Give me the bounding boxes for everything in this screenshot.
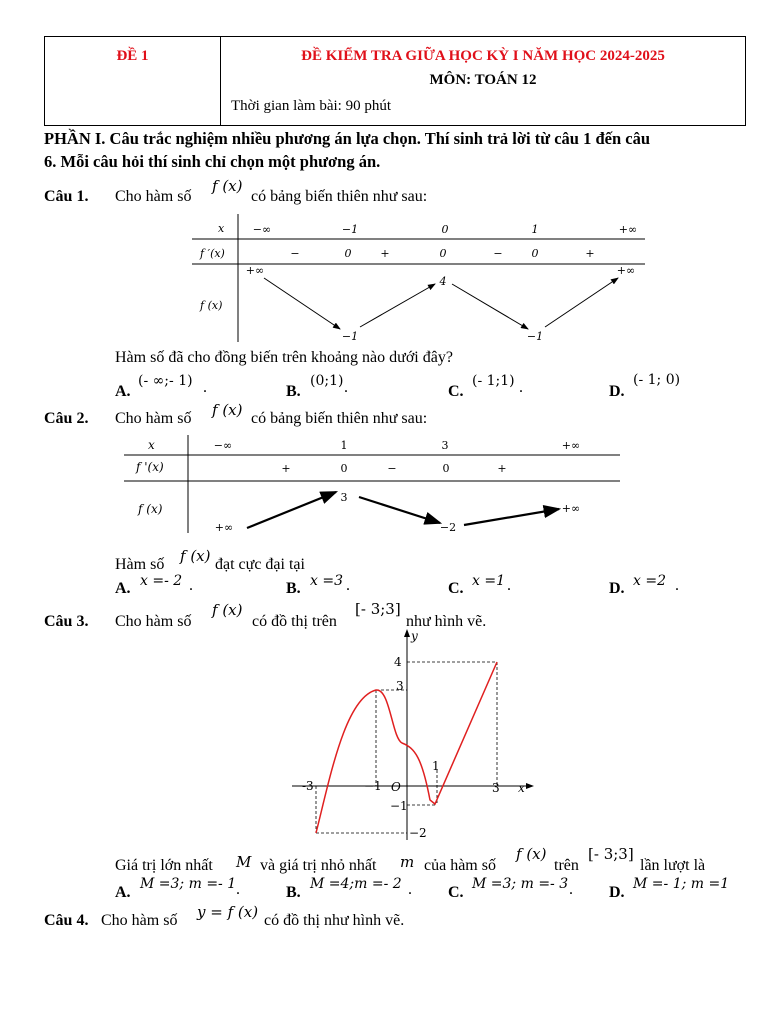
q3-text-c: như hình vẽ. bbox=[406, 613, 487, 630]
q3-opt-c-dot: . bbox=[569, 881, 573, 898]
q2-opt-c-value: x =1 bbox=[472, 573, 505, 589]
exam-time: Thời gian làm bài: 90 phút bbox=[231, 98, 391, 114]
q3-opt-b-letter: B. bbox=[286, 884, 301, 901]
q1-opt-b-value: (0;1) bbox=[310, 373, 344, 389]
q3-q-d: trên bbox=[554, 857, 579, 874]
q1-opt-a-dot: . bbox=[203, 379, 207, 396]
q1-x-0: −∞ bbox=[252, 223, 272, 236]
q2-sign-2: − bbox=[387, 462, 397, 475]
q1-opt-d-value: (- 1; 0) bbox=[633, 372, 681, 388]
q3-opt-b-value: M =4;m =- 2 bbox=[310, 876, 402, 892]
q3-x-tick-3: 3 bbox=[492, 781, 500, 795]
q1-sign-2: + bbox=[380, 247, 390, 260]
q3-text-a: Cho hàm số bbox=[115, 613, 192, 630]
q3-q-e: lần lượt là bbox=[640, 857, 706, 874]
q1-opt-c-letter: C. bbox=[448, 383, 464, 400]
q2-sign-1: 0 bbox=[340, 462, 348, 475]
q2-f-0: +∞ bbox=[214, 521, 234, 534]
q3-q-c: của hàm số bbox=[424, 857, 496, 874]
q2-fx: f (x) bbox=[212, 401, 243, 419]
q3-opt-b-dot: . bbox=[408, 881, 412, 898]
q1-opt-a-value: (- ∞;- 1) bbox=[138, 373, 193, 389]
q3-opt-d-letter: D. bbox=[609, 884, 625, 901]
q1-x-2: 0 bbox=[441, 223, 449, 236]
q3-x-axis-label: x bbox=[518, 781, 525, 795]
q3-q-b: và giá trị nhỏ nhất bbox=[260, 857, 377, 874]
q1-arrow-4 bbox=[545, 278, 618, 327]
q1-arrow-2 bbox=[360, 284, 435, 327]
q3-origin-label: O bbox=[391, 780, 401, 794]
q2-question-b: đạt cực đại tại bbox=[215, 556, 305, 573]
exam-subject: MÔN: TOÁN 12 bbox=[429, 72, 537, 88]
q2-arrow-2 bbox=[359, 497, 440, 523]
q1-sign-3: 0 bbox=[439, 247, 447, 260]
q3-opt-c-letter: C. bbox=[448, 884, 464, 901]
q1-x-1: −1 bbox=[341, 223, 359, 236]
q1-f-2: 4 bbox=[439, 275, 447, 288]
q3-opt-d-value: M =- 1; m =1 bbox=[633, 876, 730, 892]
q2-x-3: +∞ bbox=[561, 439, 581, 452]
q2-fp-label: f '(x) bbox=[136, 460, 164, 474]
q2-x-2: 3 bbox=[441, 439, 449, 452]
q2-question-a: Hàm số bbox=[115, 556, 165, 573]
q1-sign-6: + bbox=[585, 247, 595, 260]
q2-x-label: x bbox=[148, 438, 155, 452]
part1-line2: 6. Mỗi câu hỏi thí sinh chỉ chọn một phương án. bbox=[44, 152, 381, 171]
q1-fx: f (x) bbox=[212, 177, 243, 195]
q2-f-2: −2 bbox=[439, 521, 457, 534]
q1-question: Hàm số đã cho đồng biến trên khoảng nào dưới đây? bbox=[115, 349, 453, 366]
q2-opt-d-value: x =2 bbox=[633, 573, 666, 589]
q2-label: Câu 2. bbox=[44, 410, 89, 427]
q1-sign-4: − bbox=[493, 247, 503, 260]
q2-opt-a-value: x =- 2 bbox=[140, 573, 183, 589]
q2-sign-3: 0 bbox=[442, 462, 450, 475]
q1-label: Câu 1. bbox=[44, 188, 89, 205]
q3-y-tick-m2: −2 bbox=[409, 826, 427, 840]
q3-graph bbox=[290, 628, 540, 846]
q2-question-fx: f (x) bbox=[180, 547, 211, 565]
q2-f-3: +∞ bbox=[561, 502, 581, 515]
q1-arrow-1 bbox=[264, 278, 340, 329]
q3-M: M bbox=[236, 853, 252, 871]
q3-interval: [- 3;3] bbox=[355, 600, 401, 618]
q1-x-label: x bbox=[218, 222, 225, 235]
q2-sign-0: + bbox=[281, 462, 291, 475]
q3-y-tick-m1: −1 bbox=[390, 799, 408, 813]
q2-variation-table bbox=[122, 433, 622, 538]
q2-opt-b-value: x =3 bbox=[310, 573, 343, 589]
q1-f-1: −1 bbox=[341, 330, 359, 343]
q2-text-b: có bảng biến thiên như sau: bbox=[251, 410, 428, 427]
q1-sign-5: 0 bbox=[531, 247, 539, 260]
q3-opt-a-value: M =3; m =- 1 bbox=[140, 876, 237, 892]
q3-q-fx: f (x) bbox=[516, 845, 547, 863]
q1-opt-c-value: (- 1;1) bbox=[472, 373, 515, 389]
q1-text-b: có bảng biến thiên như sau: bbox=[251, 188, 428, 205]
q3-fx: f (x) bbox=[212, 601, 243, 619]
q3-x-tick-1: 1 bbox=[432, 759, 440, 773]
q1-f-3: −1 bbox=[526, 330, 544, 343]
q1-opt-c-dot: . bbox=[519, 379, 523, 396]
q2-opt-a-dot: . bbox=[189, 577, 193, 594]
q1-opt-a-letter: A. bbox=[115, 383, 131, 400]
q3-opt-c-value: M =3; m =- 3 bbox=[472, 876, 569, 892]
q3-label: Câu 3. bbox=[44, 613, 89, 630]
q3-opt-a-letter: A. bbox=[115, 884, 131, 901]
q2-opt-b-letter: B. bbox=[286, 580, 301, 597]
q3-text-b: có đồ thị trên bbox=[252, 613, 337, 630]
q2-opt-d-dot: . bbox=[675, 577, 679, 594]
q2-f-1: 3 bbox=[340, 491, 348, 504]
q1-opt-b-letter: B. bbox=[286, 383, 301, 400]
q1-text-a: Cho hàm số bbox=[115, 188, 192, 205]
q1-f-0: +∞ bbox=[245, 264, 265, 277]
part1-line1: PHẦN I. Câu trắc nghiệm nhiều phương án lựa chọn. Thí sinh trả lời từ câu 1 đến câu bbox=[44, 129, 651, 148]
q4-text-b: có đồ thị như hình vẽ. bbox=[264, 912, 405, 929]
q2-opt-d-letter: D. bbox=[609, 580, 625, 597]
q3-m: m bbox=[400, 853, 415, 871]
q1-opt-d-letter: D. bbox=[609, 383, 625, 400]
q4-func: y = f (x) bbox=[197, 903, 259, 921]
q3-x-tick-m1: −1 bbox=[364, 779, 382, 793]
header-table bbox=[44, 36, 746, 126]
q3-q-interval: [- 3;3] bbox=[588, 845, 634, 863]
q1-variation-table bbox=[190, 212, 650, 347]
q2-arrow-1 bbox=[247, 492, 336, 528]
q2-opt-b-dot: . bbox=[346, 577, 350, 594]
q3-opt-a-dot: . bbox=[236, 881, 240, 898]
q2-f-label: f (x) bbox=[138, 502, 163, 516]
q2-sign-4: + bbox=[497, 462, 507, 475]
q3-y-axis-label: y bbox=[411, 629, 418, 643]
q3-q-a: Giá trị lớn nhất bbox=[115, 857, 213, 874]
q2-opt-a-letter: A. bbox=[115, 580, 131, 597]
q1-arrow-3 bbox=[452, 284, 528, 329]
exam-code: ĐỀ 1 bbox=[116, 48, 149, 64]
q1-x-3: 1 bbox=[531, 223, 539, 236]
q1-opt-b-dot: . bbox=[344, 379, 348, 396]
q2-x-1: 1 bbox=[340, 439, 348, 452]
q2-x-0: −∞ bbox=[213, 439, 233, 452]
q1-f-label: f (x) bbox=[200, 299, 223, 312]
q3-y-tick-3: 3 bbox=[396, 679, 404, 693]
q3-y-tick-4: 4 bbox=[394, 655, 402, 669]
q3-x-tick-m3: -3 bbox=[302, 779, 314, 793]
exam-title: ĐỀ KIỂM TRA GIỮA HỌC KỲ I NĂM HỌC 2024-2025 bbox=[301, 48, 665, 64]
q4-text-a: Cho hàm số bbox=[101, 912, 178, 929]
q1-x-4: +∞ bbox=[618, 223, 638, 236]
q1-sign-1: 0 bbox=[344, 247, 352, 260]
q2-text-a: Cho hàm số bbox=[115, 410, 192, 427]
q4-label: Câu 4. bbox=[44, 912, 89, 929]
q1-sign-0: − bbox=[290, 247, 300, 260]
q2-opt-c-letter: C. bbox=[448, 580, 464, 597]
q2-opt-c-dot: . bbox=[507, 577, 511, 594]
q1-f-4: +∞ bbox=[616, 264, 636, 277]
q1-fp-label: f ′(x) bbox=[200, 247, 225, 260]
q2-arrow-3 bbox=[464, 509, 559, 525]
